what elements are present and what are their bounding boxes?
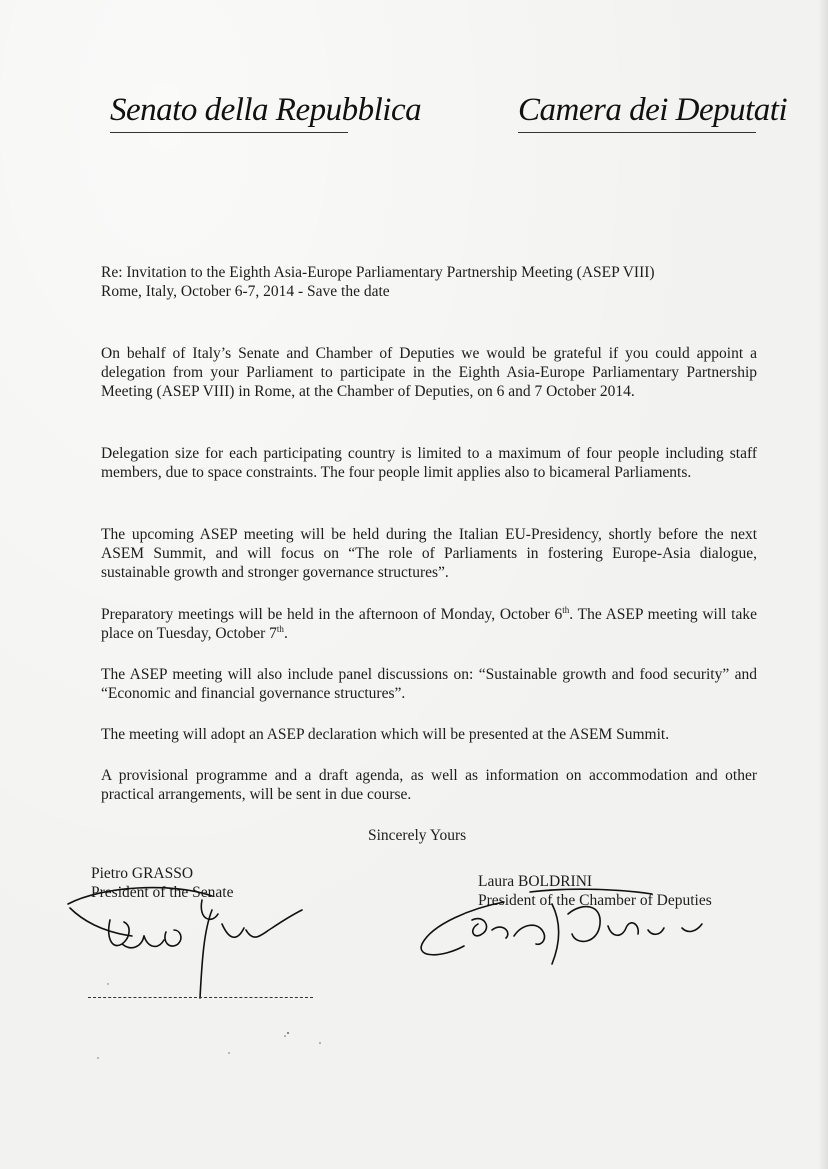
paragraph-panel-discussions: The ASEP meeting will also include panel discussions on: “Sustainable growth and food security” and “Economic and financial governance structures”.	[101, 666, 757, 702]
signatory-left-title: President of the Senate	[91, 884, 234, 901]
letterhead-chamber: Camera dei Deputati	[518, 92, 788, 128]
subject-line-2: Rome, Italy, October 6-7, 2014 - Save the date	[101, 283, 390, 300]
subject-line-1: Re: Invitation to the Eighth Asia-Europe Parliamentary Partnership Meeting (ASEP VIII)	[101, 264, 655, 281]
letterhead-senate: Senato della Repubblica	[110, 92, 422, 128]
signatory-right-title: President of the Chamber of Deputies	[478, 892, 712, 909]
paragraph-delegation-size: Delegation size for each participating country is limited to a maximum of four people including staff members, due to space constraints. The four people limit applies also to bicameral Parliaments.	[101, 445, 757, 481]
schedule-text-b: . The ASEP meeting will take place on Tuesday, October 7	[101, 606, 757, 642]
paragraph-meeting-focus: The upcoming ASEP meeting will be held during the Italian EU-Presidency, shortly before the next ASEM Summit, and will focus on “The role of Parliaments in fostering Europe-Asia dialogue, sustainable growth and stronger governance structures”.	[101, 526, 757, 581]
paragraph-provisional-programme: A provisional programme and a draft agenda, as well as information on accommodation and other practical arrangements, will be sent in due course.	[101, 767, 757, 803]
closing-salutation: Sincerely Yours	[368, 827, 467, 844]
paragraph-declaration: The meeting will adopt an ASEP declaration which will be presented at the ASEM Summit.	[101, 726, 670, 743]
signatory-left-name: Pietro GRASSO	[91, 865, 194, 882]
schedule-sup-1: th	[562, 604, 570, 615]
paragraph-delegation-invite: On behalf of Italy’s Senate and Chamber of Deputies we would be grateful if you could appoint a delegation from your Parliament to participate in the Eighth Asia-Europe Parliamentary Partnership Meeting (ASEP VIII) in Rome, at the Chamber of Deputies, on 6 and 7 October 2014.	[101, 345, 757, 400]
signatory-right-name: Laura BOLDRINI	[478, 873, 593, 890]
schedule-text-a: Preparatory meetings will be held in the afternoon of Monday, October 6	[101, 606, 563, 623]
schedule-sup-2: th	[276, 623, 284, 634]
schedule-text-c: .	[283, 625, 288, 642]
